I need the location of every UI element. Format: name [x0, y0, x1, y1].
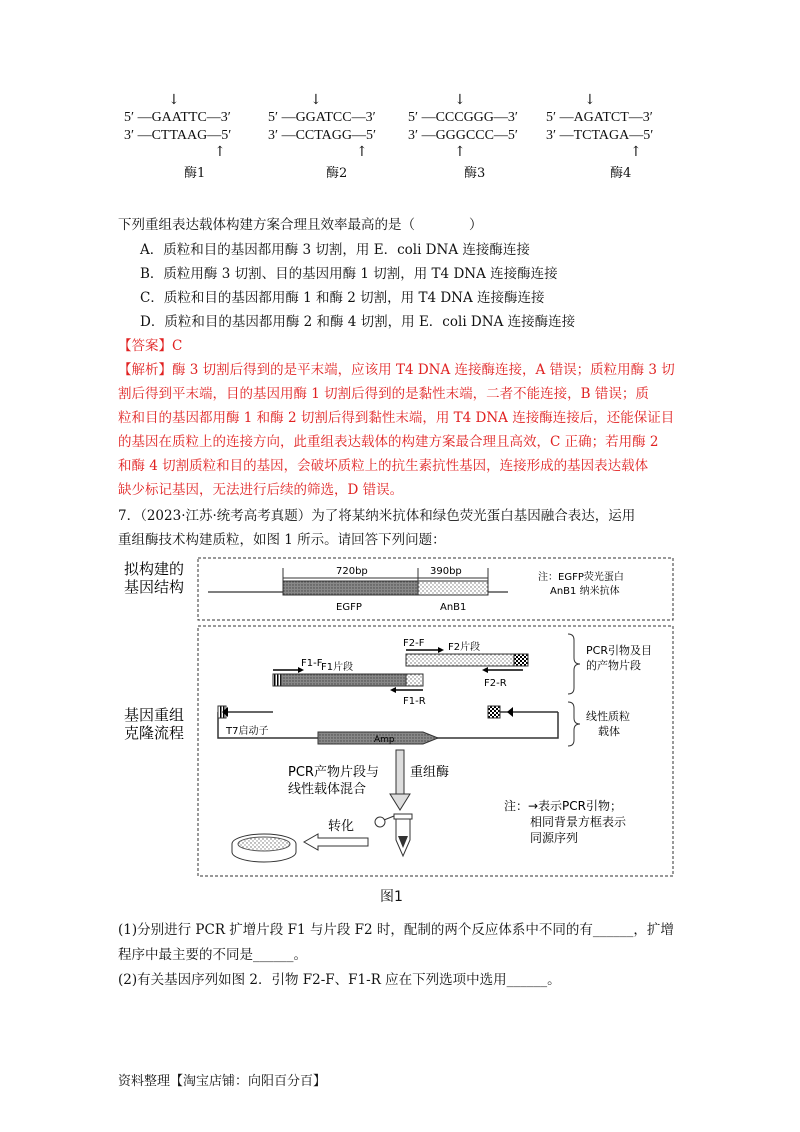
enzyme1-label: 酶1 — [184, 166, 206, 181]
cut-arrow-icon: ↑ — [356, 144, 368, 160]
q7-line: 重组酶技术构建质粒，如图 1 所示。请回答下列问题： — [118, 532, 446, 548]
f1f-label: F1-F — [301, 658, 323, 669]
fig-label-flow: 基因重组 — [124, 706, 185, 724]
f2r-label: F2-R — [484, 678, 507, 689]
petri-dish-icon — [232, 834, 296, 862]
transform-label: 转化 — [328, 819, 355, 834]
subquestion-line: (1)分别进行 PCR 扩增片段 F1 与片段 F2 时，配制的两个反应体系中不同的有______，扩增 — [118, 922, 674, 938]
egfp-label: EGFP — [336, 602, 362, 613]
fig-label-flow: 克隆流程 — [124, 724, 185, 742]
down-arrow-icon — [390, 794, 410, 810]
enzyme2-bottom: 3′ —CCTAGG—5′ — [268, 128, 377, 143]
bp-720: 720bp — [336, 566, 368, 577]
fig-label-structure: 拟构建的 — [124, 560, 185, 578]
note-top: AnB1 纳米抗体 — [550, 586, 620, 597]
note-top: 注：EGFP荧光蛋白 — [538, 572, 624, 583]
figure-1 — [118, 554, 678, 884]
left-arrow-icon — [304, 834, 368, 850]
f1r-label: F1-R — [403, 696, 426, 707]
recomb-label: 重组酶 — [410, 765, 450, 780]
note-bottom: 同源序列 — [530, 831, 579, 845]
brace1-label: 的产物片段 — [586, 659, 641, 672]
anb1-label: AnB1 — [440, 602, 467, 613]
enzyme2-top: 5′ —GGATCC—3′ — [268, 110, 376, 125]
note-bottom: 相同背景方框表示 — [530, 815, 627, 829]
cut-arrow-icon: ↓ — [168, 92, 180, 108]
t7-label: T7启动子 — [226, 726, 269, 737]
enzyme2-label: 酶2 — [326, 166, 348, 181]
analysis-line: 和酶 4 切割质粒和目的基因，会破坏质粒上的抗生素抗性基因，连接形成的基因表达载体 — [118, 458, 649, 474]
cut-arrow-icon: ↑ — [214, 144, 226, 160]
subquestion-line: (2)有关基因序列如图 2．引物 F2-F、F1-R 应在下列选项中选用______。 — [118, 972, 561, 988]
cut-arrow-icon: ↓ — [310, 92, 322, 108]
figure-caption: 图1 — [380, 889, 403, 905]
brace2-label: 载体 — [598, 725, 620, 738]
cut-arrow-icon: ↓ — [584, 92, 596, 108]
answer: 【答案】C — [118, 338, 183, 354]
anb1-segment — [418, 581, 488, 595]
option-d: D．质粒和目的基因都用酶 2 和酶 4 切割，用 E．coli DNA 连接酶连接 — [140, 314, 576, 330]
brace2-label: 线性质粒 — [586, 710, 630, 723]
f1-label: F1片段 — [321, 662, 354, 673]
enzyme1-bottom: 3′ —CTTAAG—5′ — [124, 128, 232, 143]
cut-arrow-icon: ↑ — [630, 144, 642, 160]
footer: 资料整理【淘宝店铺：向阳百分百】 — [118, 1074, 327, 1089]
analysis-line: 【解析】酶 3 切割后得到的是平末端，应该用 T4 DNA 连接酶连接，A 错误；质粒用酶 3 切 — [118, 362, 675, 378]
f2-label: F2片段 — [448, 642, 481, 653]
amp-label: Amp — [374, 735, 395, 745]
question-text: 下列重组表达载体构建方案合理且效率最高的是（ ） — [118, 217, 483, 233]
option-a: A．质粒和目的基因都用酶 3 切割，用 E．coli DNA 连接酶连接 — [140, 242, 530, 258]
note-bottom: 注：→表示PCR引物； — [504, 799, 623, 813]
option-c: C．质粒和目的基因都用酶 1 和酶 2 切割，用 T4 DNA 连接酶连接 — [140, 290, 545, 306]
f1-fragment — [273, 674, 423, 686]
analysis-line: 割后得到平末端，目的基因用酶 1 切割后得到的是黏性末端，二者不能连接，B 错误；质 — [118, 386, 649, 402]
cut-arrow-icon: ↓ — [454, 92, 466, 108]
subquestion-line: 程序中最主要的不同是______。 — [118, 947, 307, 963]
enzyme4-label: 酶4 — [610, 166, 632, 181]
mix-label: PCR产物片段与 — [288, 765, 379, 780]
cut-arrow-icon: ↑ — [454, 144, 466, 160]
enzyme1-top: 5′ —GAATTC—3′ — [124, 110, 231, 125]
tube-icon — [375, 814, 412, 856]
bp-390: 390bp — [430, 566, 462, 577]
analysis-line: 缺少标记基因，无法进行后续的筛选，D 错误。 — [118, 482, 404, 498]
enzyme3-label: 酶3 — [464, 166, 486, 181]
analysis-line: 的基因在质粒上的连接方向，此重组表达载体的构建方案最合理且高效，C 正确；若用酶 2 — [118, 434, 659, 450]
egfp-segment — [283, 581, 418, 595]
enzyme4-top: 5′ —AGATCT—3′ — [546, 110, 653, 125]
enzyme3-bottom: 3′ —GGGCCC—5′ — [408, 128, 518, 143]
f2-fragment — [406, 654, 528, 666]
brace1-label: PCR引物及目 — [586, 644, 652, 657]
f2f-label: F2-F — [403, 638, 425, 649]
option-b: B．质粒用酶 3 切割、目的基因用酶 1 切割，用 T4 DNA 连接酶连接 — [140, 266, 558, 282]
enzyme3-top: 5′ —CCCGGG—3′ — [408, 110, 518, 125]
fig-label-structure: 基因结构 — [124, 578, 185, 596]
q7-line: 7．（2023·江苏·统考高考真题）为了将某纳米抗体和绿色荧光蛋白基因融合表达，运用 — [118, 508, 636, 524]
analysis-line: 粒和目的基因都用酶 1 和酶 2 切割后得到黏性末端，用 T4 DNA 连接酶连接后，还能保证目 — [118, 410, 675, 426]
mix-label: 线性载体混合 — [288, 782, 367, 797]
enzyme4-bottom: 3′ —TCTAGA—5′ — [546, 128, 654, 143]
